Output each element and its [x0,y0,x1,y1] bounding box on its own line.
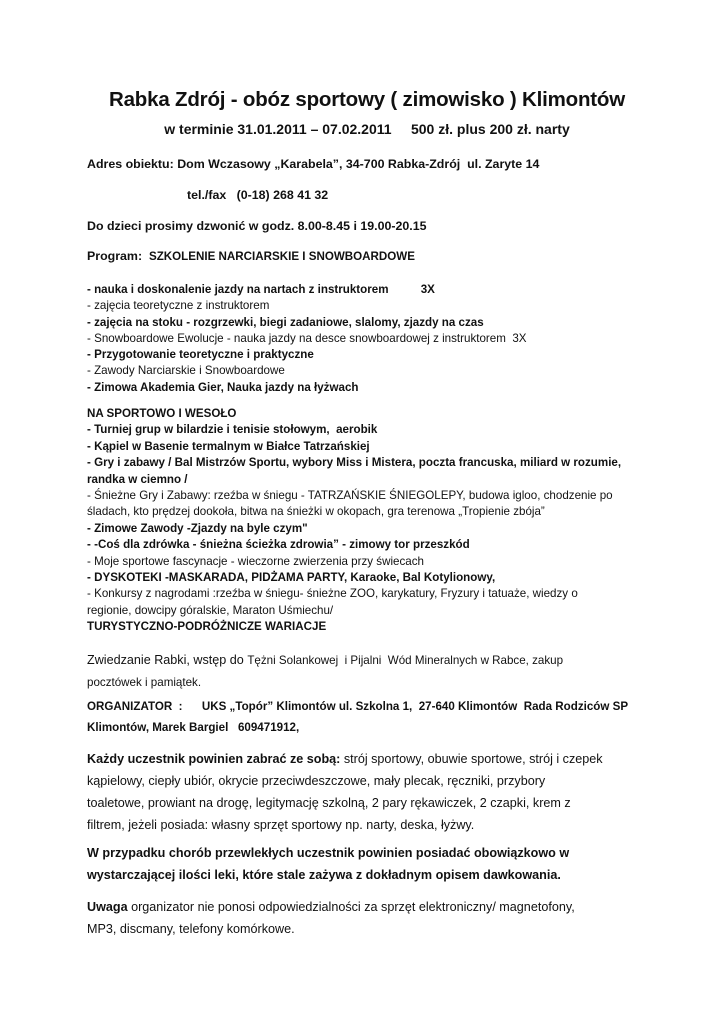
program-label: Program: [87,249,149,263]
packing-line-1: strój sportowy, obuwie sportowe, strój i czepek [340,752,603,766]
list-item: randka w ciemno / [87,472,188,486]
call-hours: Do dzieci prosimy dzwonić w godz. 8.00-8.45 i 19.00-20.15 [87,219,427,233]
list-item: - zajęcia teoretyczne z instruktorem [87,299,270,313]
list-item: - Moje sportowe fascynacje - wieczorne zwierzenia przy świecach [87,554,424,568]
list-item: - Konkursy z nagrodami :rzeźba w śniegu- śnieżne ZOO, karykatury, Fryzury i tatuaże, wiedzy o [87,587,578,601]
list-item: TURYSTYCZNO-PODRÓŻNICZE WARIACJE [87,620,327,634]
list-item: - DYSKOTEKI -MASKARADA, PIDŻAMA PARTY, Karaoke, Bal Kotylionowy, [87,571,496,585]
list-item: - Zimowe Zawody -Zjazdy na byle czym" [87,521,308,535]
medicine-paragraph [87,843,647,886]
organizer-line-1: ORGANIZATOR : UKS „Topór” Klimontów ul. Szkolna 1, 27-640 Klimontów Rada Rodziców SP [87,700,629,713]
list-item: śladach, kto prędzej dookoła, bitwa na śnieżki w okopach, gra terenowa „Tropienie zbója” [87,505,545,519]
sightseeing-text-a: Zwiedzanie Rabki, wstęp do [87,653,248,667]
list-item: - zajęcia na stoku - rozgrzewki, biegi zadaniowe, slalomy, zjazdy na czas [87,315,484,329]
list-item: - Kąpiel w Basenie termalnym w Białce Tatrzańskiej [87,439,370,453]
address-line: Adres obiektu: Dom Wczasowy „Karabela”, 34-700 Rabka-Zdrój ul. Zaryte 14 [87,157,540,171]
program-heading: SZKOLENIE NARCIARSKIE I SNOWBOARDOWE [148,250,415,263]
organizer-line-2: Klimontów, Marek Bargiel 609471912, [87,721,300,734]
list-item: - Gry i zabawy / Bal Mistrzów Sportu, wybory Miss i Mistera, poczta francuska, miliard w rozumie, [87,456,622,470]
packing-lead: Każdy uczestnik powinien zabrać ze sobą: [87,752,341,766]
list-item: - Śnieżne Gry i Zabawy: rzeźba w śniegu - TATRZAŃSKIE ŚNIEGOLEPY, budowa igloo, chodzenie po [87,489,613,503]
note-line-1: organizator nie ponosi odpowiedzialności za sprzęt elektroniczny/ magnetofony, [127,900,575,914]
list-item: - Turniej grup w bilardzie i tenisie stołowym, aerobik [87,423,378,437]
packing-line-3: toaletowe, prowiant na drogę, legitymację szkolną, 2 pary rękawiczek, 2 czapki, krem z [87,796,571,810]
program-list [87,282,647,396]
phone-line: tel./fax (0-18) 268 41 32 [187,188,329,202]
list-item: - Przygotowanie teoretyczne i praktyczne [87,348,314,362]
medicine-line-2: wystarczającej ilości leki, które stale zażywa z dokładnym opisem dawkowania. [87,867,561,882]
list-item: regionie, dowcipy góralskie, Maraton Uśmiechu/ [87,603,334,617]
packing-paragraph [87,748,647,836]
list-item: - Zimowa Akademia Gier, Nauka jazdy na łyżwach [87,380,359,394]
list-item: - Zawody Narciarskie i Snowboardowe [87,364,285,378]
document-subtitle: w terminie 31.01.2011 – 07.02.2011 500 zł. plus 200 zł. narty [164,121,570,137]
list-item: - nauka i doskonalenie jazdy na nartach z instruktorem 3X [87,283,435,296]
medicine-line-1: W przypadku chorób przewlekłych uczestnik powinien posiadać obowiązkowo w [87,846,570,860]
list-item: - -Coś dla zdrówka - śnieżna ścieżka zdrowia” - zimowy tor przeszkód [87,538,470,552]
note-paragraph [87,896,647,940]
packing-line-2: kąpielowy, ciepły ubiór, okrycie przeciwdeszczowe, mały plecak, ręczniki, przybory [87,774,546,788]
list-item: - Snowboardowe Ewolucje - nauka jazdy na desce snowboardowej z instruktorem 3X [87,331,527,345]
sightseeing-text-b: Tężni Solankowej i Pijalni Wód Mineralnych w Rabce, zakup [247,654,564,667]
sightseeing-text-c: pocztówek i pamiątek. [87,676,202,689]
fun-heading: NA SPORTOWO I WESOŁO [87,407,237,420]
packing-line-4: filtrem, jeżeli posiada: własny sprzęt sportowy np. narty, deska, łyżwy. [87,818,475,832]
note-lead: Uwaga [87,900,128,914]
organizer-paragraph [87,696,647,738]
program-heading-row [87,249,415,263]
sightseeing-paragraph [87,649,647,694]
note-line-2: MP3, discmany, telefony komórkowe. [87,922,295,936]
fun-section [87,406,647,636]
document-title: Rabka Zdrój - obóz sportowy ( zimowisko ) Klimontów [109,88,625,111]
